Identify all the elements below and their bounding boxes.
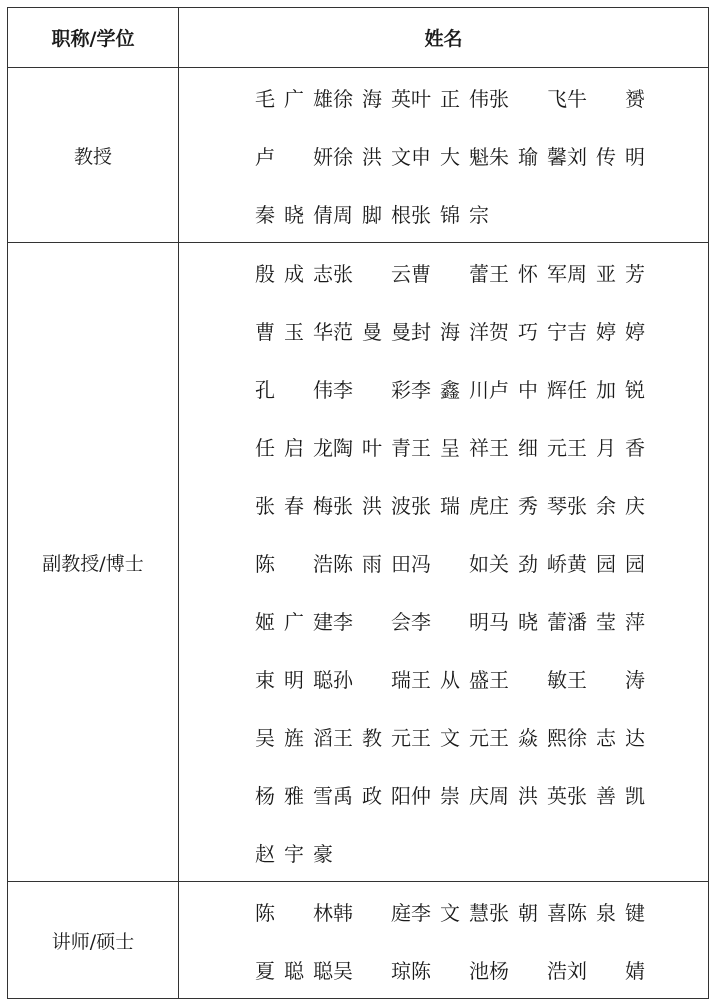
person-name: 孔 伟 [255,377,333,402]
person-name: 陈 池 [411,958,489,983]
person-name: 陈 雨 田 [333,551,411,576]
person-name: 张 锦 宗 [411,202,489,227]
person-name: 申 大 魁 [411,144,489,169]
person-name: 张 瑞 虎 [411,493,489,518]
name-line [255,184,708,242]
person-name: 夏 聪 聪 [255,958,333,983]
person-name: 黄 园 园 [567,551,645,576]
person-name: 王 呈 祥 [411,435,489,460]
person-name: 陶 叶 青 [333,435,411,460]
person-name: 刘 传 明 [567,144,645,169]
table-header-row [8,8,709,68]
person-name: 关 劲 峤 [489,551,567,576]
person-name: 吴 琼 [333,958,411,983]
person-name: 范 曼 曼 [333,319,411,344]
names-cell [179,882,709,999]
person-name: 张 善 凯 [567,783,645,808]
person-name: 周 亚 芳 [567,261,645,286]
name-line [255,533,708,591]
person-name: 毛 广 雄 [255,86,333,111]
header-title-degree: 职称/学位 [8,8,179,68]
name-line [255,882,708,940]
table-row-professor [8,68,709,243]
person-name: 殷 成 志 [255,261,333,286]
person-name: 李 文 慧 [411,900,489,925]
name-line [255,940,708,998]
person-name: 庄 秀 琴 [489,493,567,518]
person-name: 任 启 龙 [255,435,333,460]
name-line [255,591,708,649]
person-name: 韩 庭 [333,900,411,925]
person-name: 王 细 元 [489,435,567,460]
faculty-table [7,7,709,999]
person-name: 束 明 聪 [255,667,333,692]
person-name: 朱 瑜 馨 [489,144,567,169]
person-name: 孙 瑞 [333,667,411,692]
person-name: 陈 林 [255,900,333,925]
person-name: 曹 蕾 [411,261,489,286]
category-label: 讲师/硕士 [8,882,179,999]
person-name: 王 敏 [489,667,567,692]
person-name: 吴 旌 滔 [255,725,333,750]
person-name: 杨 浩 [489,958,567,983]
person-name: 卢 妍 [255,144,333,169]
person-name: 牛 赟 [567,86,645,111]
person-name: 徐 海 英 [333,86,411,111]
name-line [255,765,708,823]
person-name: 王 焱 熙 [489,725,567,750]
category-label: 副教授/博士 [8,243,179,882]
person-name: 冯 如 [411,551,489,576]
person-name: 李 明 [411,609,489,634]
name-line [255,68,708,126]
name-line [255,475,708,533]
table-row-lecturer [8,882,709,999]
person-name: 徐 洪 文 [333,144,411,169]
person-name: 王 教 元 [333,725,411,750]
table-body [8,68,709,999]
name-line [255,417,708,475]
person-name: 王 文 元 [411,725,489,750]
person-name: 陈 泉 键 [567,900,645,925]
person-name: 周 洪 英 [489,783,567,808]
person-name: 徐 志 达 [567,725,645,750]
person-name: 杨 雅 雪 [255,783,333,808]
person-name: 王 从 盛 [411,667,489,692]
person-name: 吉 婷 婷 [567,319,645,344]
person-name: 王 月 香 [567,435,645,460]
person-name: 贺 巧 宁 [489,319,567,344]
person-name: 张 春 梅 [255,493,333,518]
person-name: 叶 正 伟 [411,86,489,111]
name-line [255,301,708,359]
person-name: 张 飞 [489,86,567,111]
person-name: 张 余 庆 [567,493,645,518]
person-name: 任 加 锐 [567,377,645,402]
person-name: 陈 浩 [255,551,333,576]
person-name: 秦 晓 倩 [255,202,333,227]
person-name: 王 涛 [567,667,645,692]
person-name: 曹 玉 华 [255,319,333,344]
name-line [255,649,708,707]
names-cell [179,68,709,243]
person-name: 赵 宇 豪 [255,841,333,866]
person-name: 李 鑫 川 [411,377,489,402]
name-line [255,243,708,301]
person-name: 马 晓 蕾 [489,609,567,634]
category-label: 教授 [8,68,179,243]
person-name: 卢 中 辉 [489,377,567,402]
person-name: 封 海 洋 [411,319,489,344]
name-line [255,707,708,765]
names-cell [179,243,709,882]
person-name: 姬 广 建 [255,609,333,634]
person-name: 仲 崇 庆 [411,783,489,808]
person-name: 周 脚 根 [333,202,411,227]
name-line [255,359,708,417]
person-name: 李 会 [333,609,411,634]
name-line [255,126,708,184]
person-name: 禹 政 阳 [333,783,411,808]
person-name: 刘 婧 [567,958,645,983]
person-name: 潘 莹 萍 [567,609,645,634]
header-name: 姓名 [179,8,709,68]
person-name: 张 云 [333,261,411,286]
person-name: 王 怀 军 [489,261,567,286]
person-name: 张 朝 喜 [489,900,567,925]
table-row-associate-professor [8,243,709,882]
person-name: 李 彩 [333,377,411,402]
name-line [255,823,708,881]
person-name: 张 洪 波 [333,493,411,518]
